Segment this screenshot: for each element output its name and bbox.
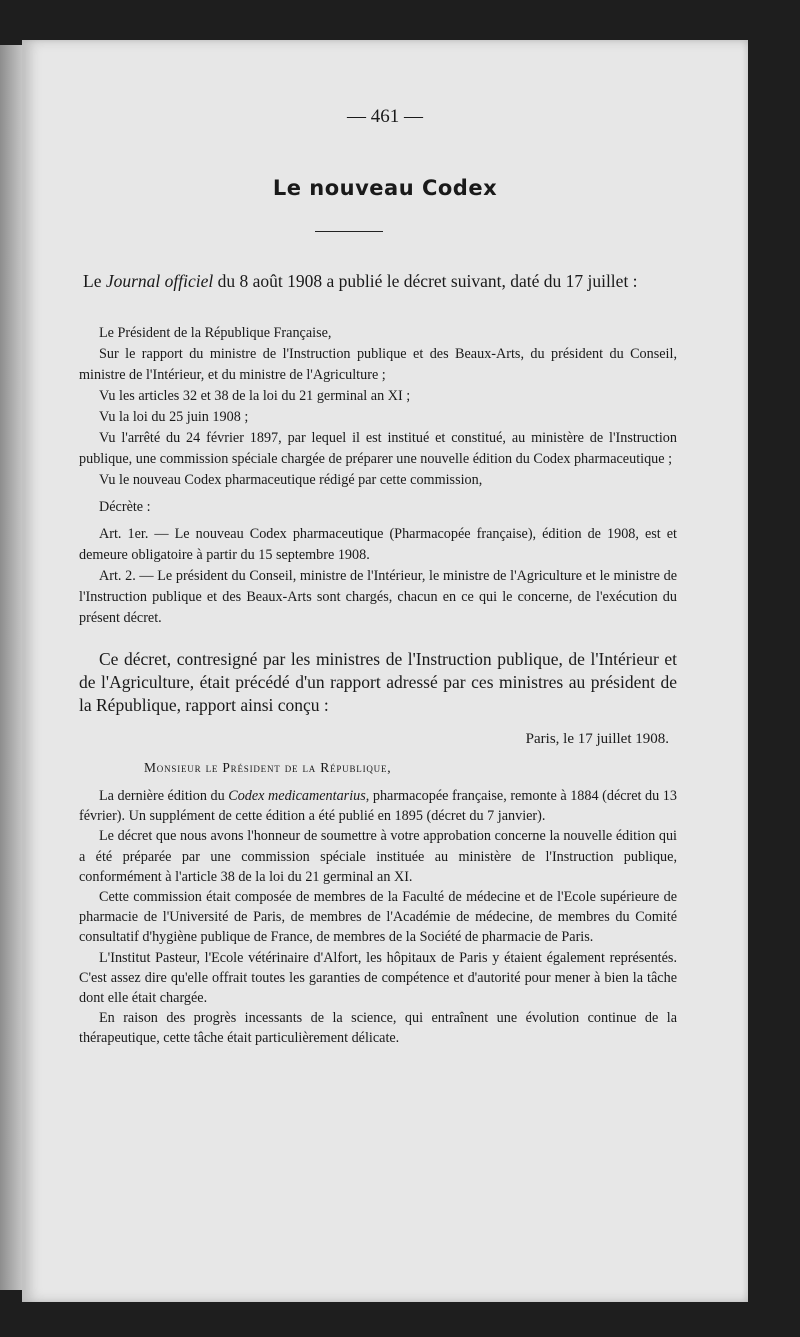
summary-paragraph: [79, 648, 677, 717]
decree-president: Le Président de la République Française,: [99, 325, 332, 341]
decree-article-2: Art. 2. — Le président du Conseil, ministre de l'Intérieur, le ministre de l'Agriculture et le ministre de l'Instruction publique et des Beaux-Arts sont chargés, chacun en ce qui le concerne, de l'exécution du présent décret.: [79, 568, 677, 626]
intro-paragraph: [79, 270, 677, 293]
report-dateline: Paris, le 17 juillet 1908.: [525, 731, 669, 747]
decree-vu-arrete: Vu l'arrêté du 24 février 1897, par lequel il est institué et constitué, au ministère de l'Instruction publique, une commission spéciale chargée de préparer une nouvelle édition du Codex pharmaceutique ;: [79, 430, 677, 467]
journal-name: Journal officiel: [105, 271, 214, 291]
decree-report-clause: Sur le rapport du ministre de l'Instruction publique et des Beaux-Arts, du président du Conseil, ministre de l'Intérieur, et du ministre de l'Agriculture ;: [79, 346, 677, 383]
document-page: [22, 40, 748, 1302]
decree-vu-law: Vu la loi du 25 juin 1908 ;: [99, 409, 249, 425]
report-p1-end: , pharmacopée française, remonte à 1884 (décret du 13 février). Un supplément de cette édition a été publié en 1895 (décret du 7 janvier).: [79, 788, 677, 825]
report-salutation: Monsieur le Président de la République,: [144, 760, 392, 775]
report-paragraph-4: L'Institut Pasteur, l'Ecole vétérinaire d'Alfort, les hôpitaux de Paris y étaient également représentés. C'est assez dire qu'elle offrait toutes les garanties de compétence et d'autorité pour mener à bien la tâche dont elle était chargée.: [79, 949, 677, 1007]
report-p1-start: La dernière édition du: [99, 788, 229, 804]
intro-text-start: Le: [83, 271, 106, 291]
decree-text: [79, 323, 677, 629]
article-title: Le nouveau Codex: [272, 176, 498, 200]
page-number: — 461 —: [347, 106, 423, 127]
decree-article-1: Art. 1er. — Le nouveau Codex pharmaceutique (Pharmacopée française), édition de 1908, est et demeure obligatoire à partir du 15 septembre 1908.: [79, 526, 677, 563]
title-rule: [315, 231, 383, 232]
decree-vu-articles: Vu les articles 32 et 38 de la loi du 21 germinal an XI ;: [99, 388, 411, 404]
report-paragraph-2: Le décret que nous avons l'honneur de soumettre à votre approbation concerne la nouvelle édition qui a été préparée par une commission spéciale instituée au ministère de l'Instruction publique, conformément à l'article 38 de la loi du 21 germinal an XI.: [79, 828, 677, 885]
codex-name: Codex medicamentarius: [228, 788, 366, 804]
decree-vu-codex: Vu le nouveau Codex pharmaceutique rédigé par cette commission,: [99, 472, 483, 488]
intro-text-end: du 8 août 1908 a publié le décret suivant, daté du 17 juillet :: [213, 271, 638, 291]
summary-text: Ce décret, contresigné par les ministres de l'Instruction publique, de l'Intérieur et de l'Agriculture, était précédé d'un rapport adressé par ces ministres au président de la République, rapport ainsi conçu :: [79, 649, 677, 715]
report-paragraph-1: [79, 786, 677, 826]
report-paragraph-5: En raison des progrès incessants de la science, qui entraînent une évolution continue de la thérapeutique, cette tâche était particulièrement délicate.: [79, 1010, 677, 1047]
report-text: [79, 786, 677, 1049]
decree-decrete: Décrète :: [99, 499, 151, 515]
report-paragraph-3: Cette commission était composée de membres de la Faculté de médecine et de l'Ecole supérieure de pharmacie de l'Université de Paris, de membres de l'Académie de médecine, de membres du Comité consultatif d'hygiène publique de France, de membres de la Société de pharmacie de Paris.: [79, 889, 677, 946]
